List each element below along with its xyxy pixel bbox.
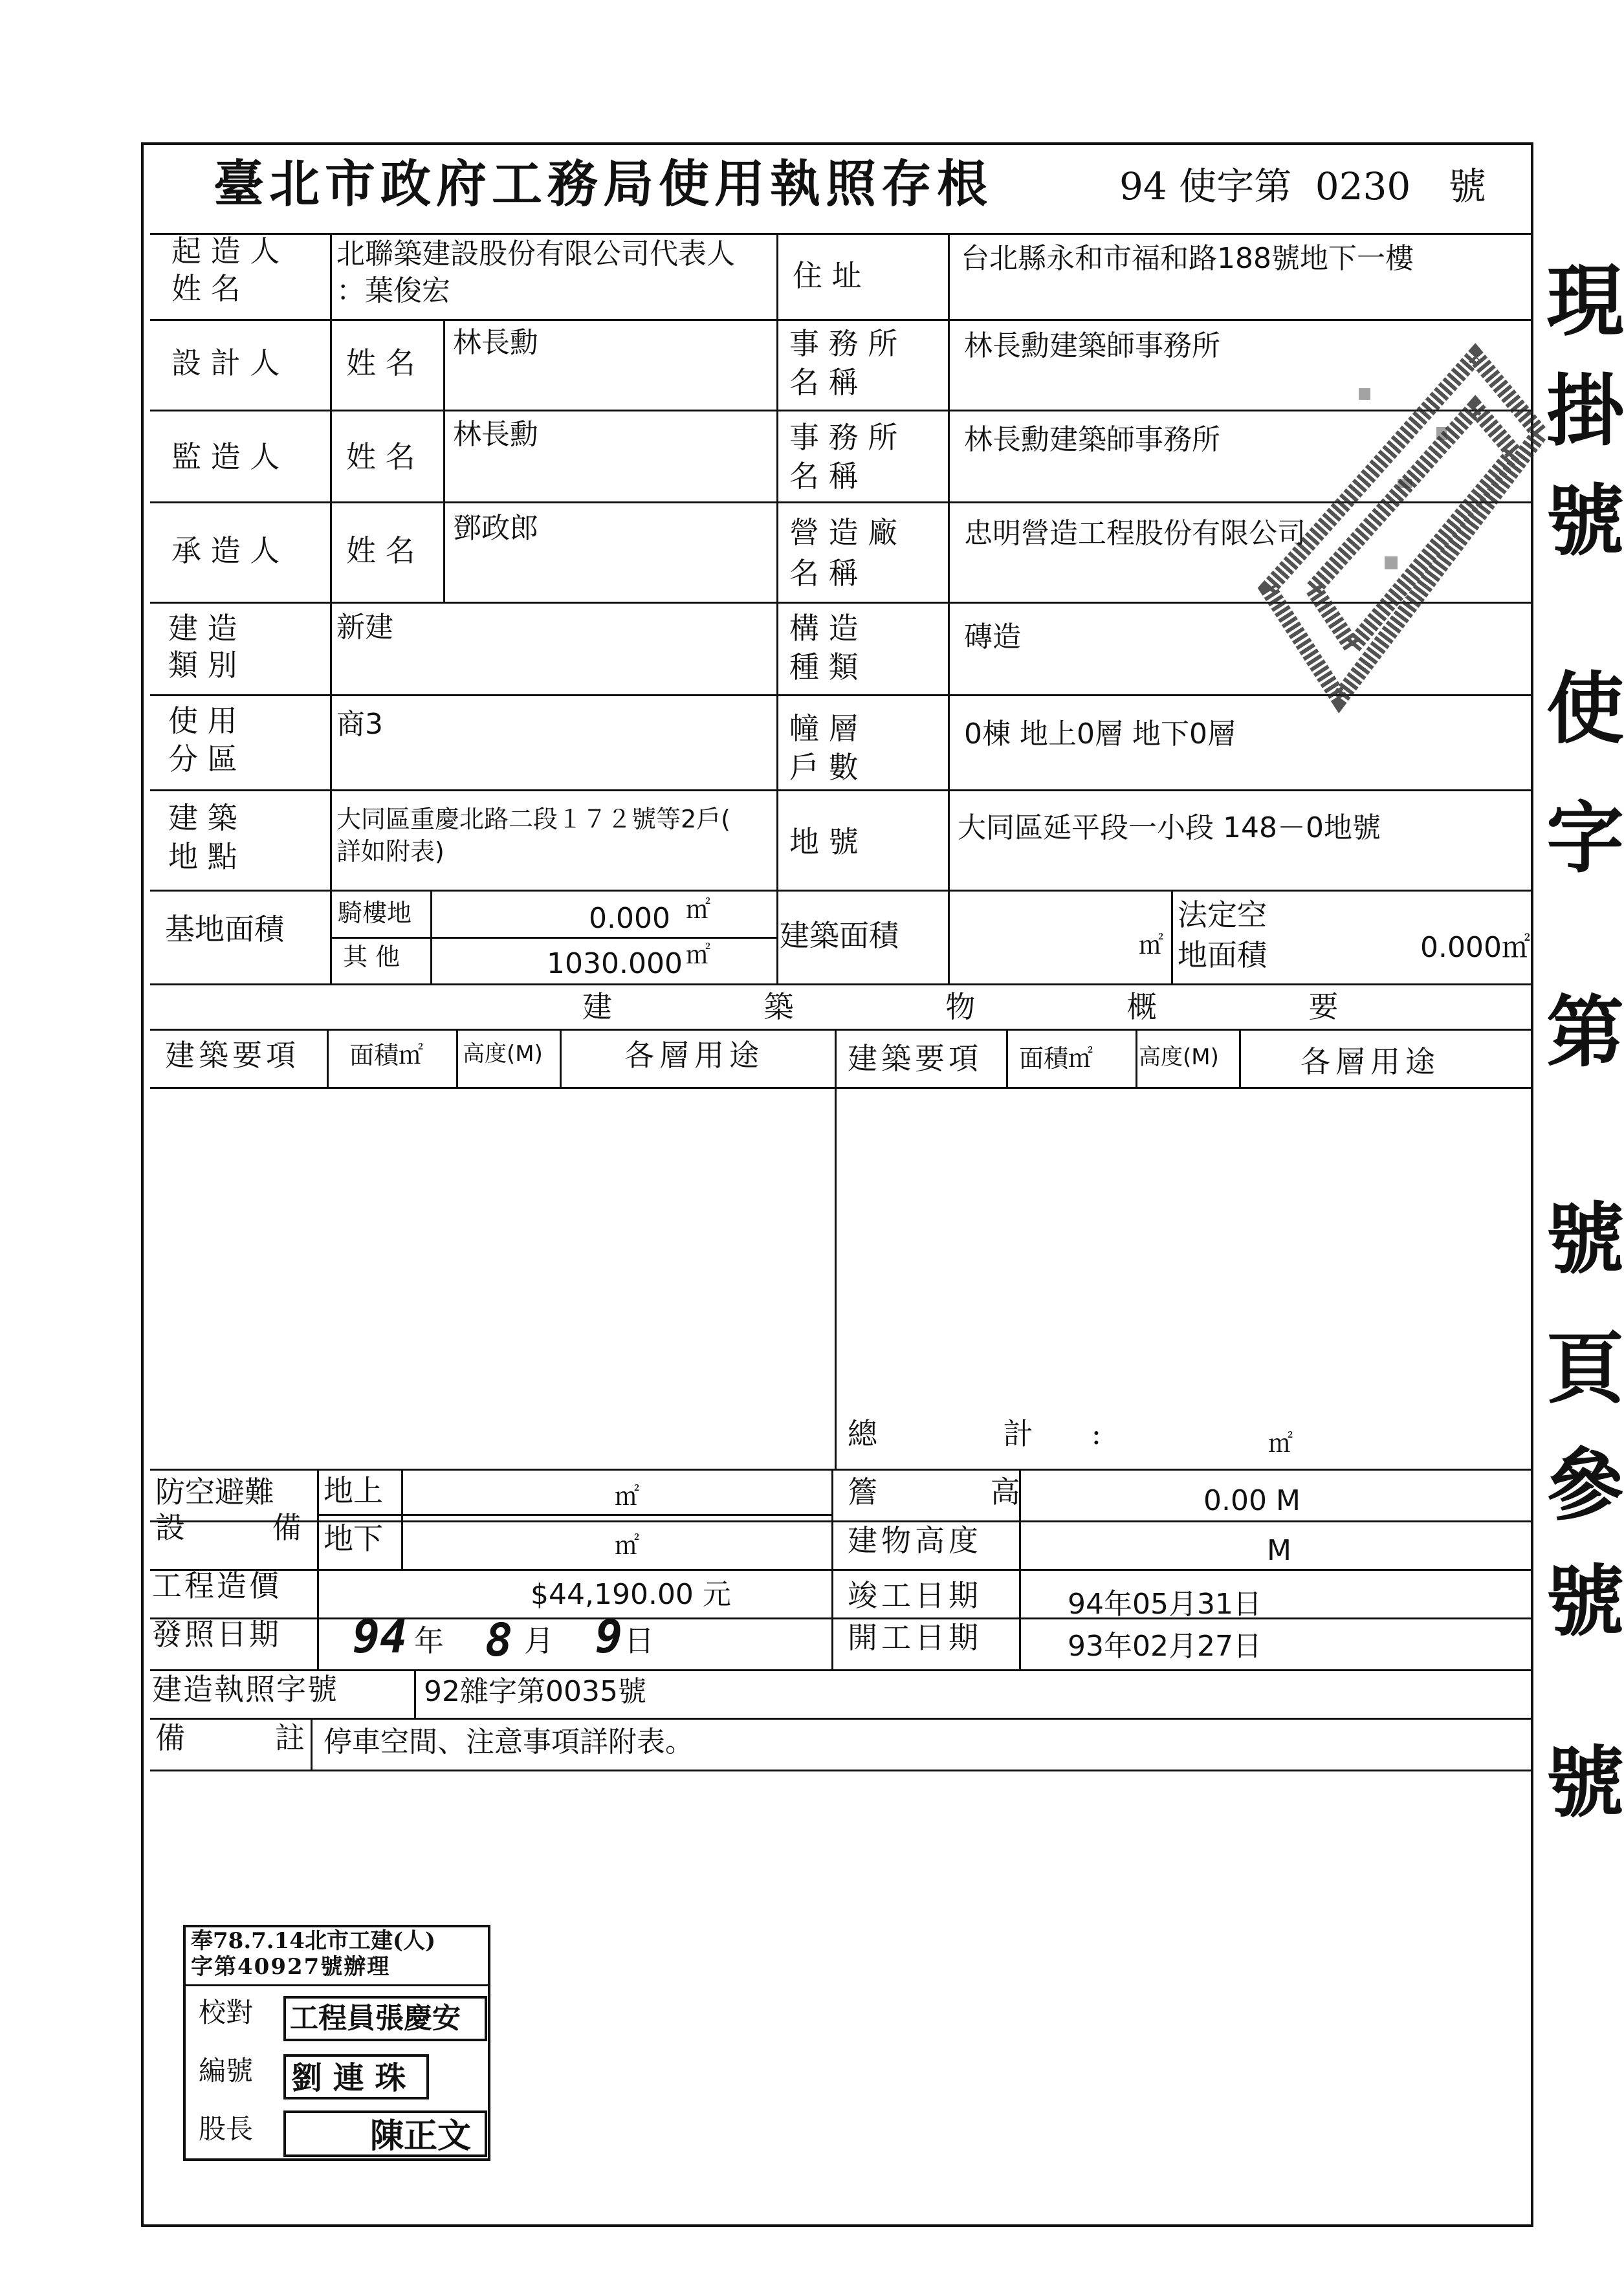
designer-label: 設 計 人 [171, 345, 280, 380]
designer-office-label-bottom: 名 稱 [789, 365, 859, 400]
margin-char: 號 [1546, 476, 1624, 567]
building-height-label: 建物高度 [848, 1523, 982, 1558]
col-line [311, 1718, 313, 1770]
margin-char: 現 [1546, 256, 1624, 347]
col-line [776, 233, 778, 983]
zoning-label-bottom: 分 區 [168, 741, 237, 776]
col-line [443, 319, 445, 602]
other-value: 1030.000 [547, 947, 683, 980]
margin-char: 號 [1546, 1556, 1624, 1647]
address-label: 住 址 [793, 258, 862, 293]
permit-suffix: 號 [1448, 164, 1486, 208]
col-line [414, 1669, 416, 1718]
permit-number-line [1119, 165, 1486, 208]
build-area-label: 建築面積 [780, 918, 899, 953]
margin-char: 使 [1546, 663, 1624, 754]
contractor-label: 承 造 人 [171, 533, 280, 568]
issue-day-handwritten: 9 [595, 1610, 623, 1663]
summary-header-usage-right: 各層用途 [1300, 1044, 1440, 1079]
shelter-above-unit: ㎡ [615, 1482, 640, 1511]
col-line [560, 1029, 562, 1087]
shelter-label-bottom: 設 備 [155, 1510, 341, 1545]
lot-value: 大同區延平段一小段 148－0地號 [958, 811, 1381, 844]
start-date-label: 開工日期 [848, 1620, 982, 1655]
permit-number: 0230 [1315, 164, 1411, 208]
arcade-label: 騎樓地 [338, 899, 412, 927]
summary-header-area: 面積㎡ [349, 1041, 424, 1069]
summary-header-area-right: 面積㎡ [1019, 1044, 1093, 1073]
issue-year-handwritten: 94 [353, 1610, 408, 1663]
permit-prefix: 94 [1119, 164, 1167, 208]
summary-header-usage: 各層用途 [624, 1038, 764, 1073]
col-line [456, 1029, 458, 1087]
designer-name-label: 姓 名 [346, 345, 415, 380]
check-signature-stamp [283, 1996, 487, 2041]
contractor-name-label: 姓 名 [346, 533, 415, 568]
check-signature: 工程員張慶安 [290, 2002, 461, 2035]
row-line [150, 1087, 1531, 1089]
margin-char: 號 [1546, 1737, 1624, 1828]
location-label-bottom: 地 點 [168, 839, 237, 874]
col-line [1171, 890, 1173, 983]
col-line [1239, 1029, 1241, 1087]
completion-date-value: 94年05月31日 [1068, 1588, 1262, 1621]
stamp-check-label: 校對 [199, 1997, 254, 2028]
margin-char: 號 [1546, 1194, 1624, 1285]
remarks-label-b: 註 [275, 1720, 305, 1755]
supervisor-office-label-bottom: 名 稱 [789, 459, 859, 494]
applicant-name-line2: ：葉俊宏 [336, 274, 450, 307]
open-area-value: 0.000㎡ [1420, 931, 1530, 964]
col-line [327, 1029, 329, 1087]
issue-month-unit: 月 [524, 1623, 554, 1658]
summary-title: 建 築 物 概 要 [582, 989, 1410, 1024]
issue-year-unit: 年 [414, 1623, 444, 1658]
contractor-firm-label-bottom: 名 稱 [789, 556, 859, 591]
floors-label-bottom: 戶 數 [789, 750, 859, 785]
arcade-unit: ㎡ [686, 895, 711, 924]
applicant-label-top: 起 造 人 [171, 234, 280, 269]
stamp-chief-label: 股長 [199, 2113, 254, 2145]
site-area-label: 基地面積 [165, 912, 284, 947]
summary-header-item: 建築要項 [165, 1038, 300, 1073]
struct-value: 磚造 [964, 620, 1021, 653]
col-line [831, 1469, 833, 1669]
applicant-name-line1: 北聯築建設股份有限公司代表人 [336, 237, 735, 270]
col-line [835, 1029, 837, 1469]
chief-signature: 陳正文 [370, 2116, 472, 2156]
contractor-name-value: 鄧政郎 [453, 512, 538, 545]
supervisor-name-value: 林長勳 [453, 418, 538, 451]
issue-date-label: 發照日期 [152, 1617, 281, 1652]
summary-header-height-right: 高度(M) [1139, 1044, 1219, 1070]
supervisor-office-label-top: 事 務 所 [789, 420, 898, 455]
eave-value: 0.00 M [1203, 1484, 1300, 1517]
col-line [330, 233, 332, 983]
shelter-above-label: 地上 [324, 1473, 383, 1508]
summary-header-item-right: 建築要項 [848, 1041, 982, 1076]
row-line [330, 937, 776, 939]
row-line [150, 1469, 1531, 1471]
address-value: 台北縣永和市福和路188號地下一樓 [961, 242, 1414, 275]
cost-label: 工程造價 [152, 1568, 281, 1603]
remarks-value: 停車空間、注意事項詳附表。 [324, 1726, 694, 1759]
stamp-line1: 奉78.7.14北市工建(人) [191, 1928, 436, 1954]
zoning-label-top: 使 用 [168, 703, 237, 738]
completion-date-label: 竣工日期 [848, 1578, 982, 1613]
floors-label-top: 幢 層 [789, 711, 859, 746]
col-line [1006, 1029, 1008, 1087]
struct-label-bottom: 種 類 [789, 650, 859, 685]
row-line [150, 1770, 1531, 1771]
number-signature-stamp [283, 2054, 429, 2099]
stamp-number-label: 編號 [199, 2055, 254, 2087]
row-line [150, 233, 1531, 235]
col-line [1136, 1029, 1137, 1087]
col-line [401, 1469, 403, 1569]
red-seal-impression [1191, 285, 1540, 802]
location-label-top: 建 築 [168, 800, 237, 835]
row-line [150, 983, 1531, 985]
issue-day-unit: 日 [624, 1623, 654, 1658]
open-area-label-top: 法定空 [1178, 897, 1267, 932]
margin-char: 掛 [1546, 366, 1624, 457]
chief-signature-stamp [283, 2110, 487, 2157]
cost-value: $44,190.00 元 [531, 1578, 731, 1611]
other-label: 其 他 [343, 943, 401, 971]
start-date-value: 93年02月27日 [1068, 1630, 1262, 1663]
shelter-below-unit: ㎡ [615, 1531, 640, 1560]
designer-office-label-top: 事 務 所 [789, 326, 898, 361]
zoning-value: 商3 [336, 708, 383, 741]
supervisor-office-value: 林長勳建築師事務所 [964, 423, 1220, 456]
summary-header-height: 高度(M) [463, 1041, 543, 1067]
applicant-label-bottom: 姓 名 [171, 271, 241, 306]
summary-total-label: 總 計: [848, 1416, 1160, 1451]
issue-month-handwritten: 8 [485, 1614, 513, 1667]
license-value: 92雜字第0035號 [424, 1675, 646, 1708]
location-value-line1: 大同區重慶北路二段１７２號等2戶( [336, 805, 731, 833]
open-area-label-bottom: 地面積 [1178, 937, 1267, 972]
remarks-label-a: 備 [155, 1720, 185, 1755]
shelter-label-top: 防空避難 [155, 1474, 274, 1509]
col-line [317, 1569, 319, 1669]
license-label: 建造執照字號 [152, 1672, 338, 1707]
shelter-below-label: 地下 [324, 1521, 383, 1556]
row-line [150, 1029, 1531, 1031]
eave-label: 簷 高 [848, 1474, 1072, 1509]
supervisor-label: 監 造 人 [171, 439, 280, 474]
margin-char: 第 [1546, 987, 1624, 1078]
row-line [150, 1718, 1531, 1720]
contractor-firm-label-top: 營 造 廠 [789, 515, 898, 550]
build-area-unit: ㎡ [1139, 931, 1164, 959]
margin-char: 頁 [1546, 1323, 1624, 1414]
contractor-firm-value: 忠明營造工程股份有限公司 [964, 517, 1306, 550]
summary-total-unit: ㎡ [1268, 1429, 1293, 1458]
designer-name-value: 林長勳 [453, 326, 538, 359]
stamp-divider [186, 1984, 490, 1986]
building-height-value: M [1267, 1534, 1291, 1567]
location-value-line2: 詳如附表) [336, 837, 444, 866]
floors-value: 0棟 地上0層 地下0層 [964, 718, 1236, 751]
row-line [150, 1669, 1531, 1671]
build-type-label-top: 建 造 [168, 611, 237, 646]
stamp-line2: 字第40927號辦理 [191, 1954, 391, 1980]
row-line [317, 1514, 831, 1516]
permit-word: 使字第 [1179, 164, 1292, 208]
margin-char: 字 [1546, 793, 1624, 884]
col-line [948, 233, 950, 983]
designer-office-value: 林長勳建築師事務所 [964, 329, 1220, 362]
form-title: 臺北市政府工務局使用執照存根 [214, 155, 993, 214]
row-line [150, 1569, 1531, 1571]
supervisor-name-label: 姓 名 [346, 439, 415, 474]
row-line [150, 890, 1531, 892]
build-type-value: 新建 [336, 611, 393, 644]
struct-label-top: 構 造 [789, 611, 859, 646]
margin-char: 參 [1546, 1440, 1624, 1531]
lot-label: 地 號 [789, 824, 859, 859]
build-type-label-bottom: 類 別 [168, 648, 237, 683]
number-signature: 劉 連 珠 [291, 2060, 406, 2096]
other-unit: ㎡ [686, 941, 711, 969]
arcade-value: 0.000 [589, 902, 670, 935]
